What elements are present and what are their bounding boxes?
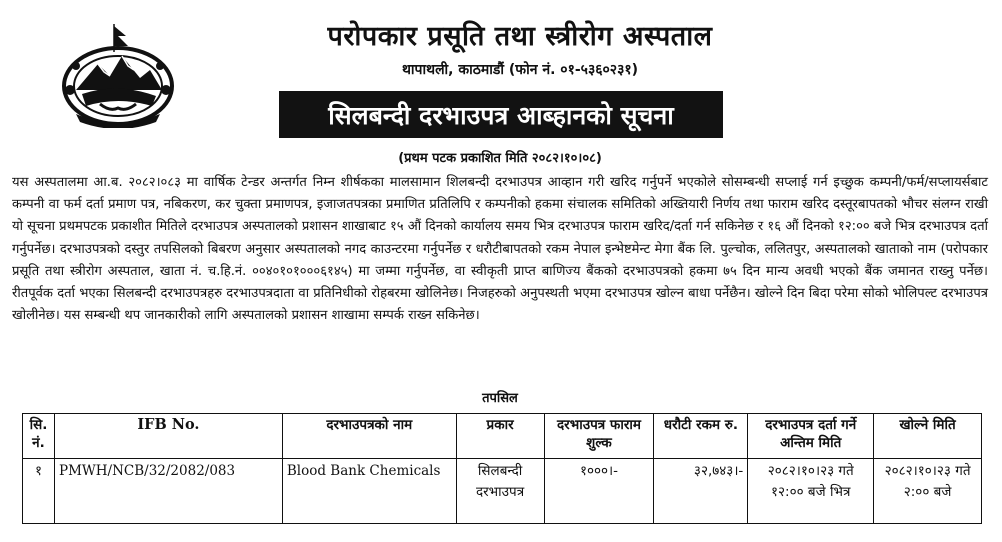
cell-type: सिलबन्दी दरभाउपत्र <box>456 459 544 524</box>
cell-sn: १ <box>23 459 55 524</box>
published-date: (प्रथम पटक प्रकाशित मिति २०८२।१०।०८) <box>398 151 602 166</box>
cell-name: Blood Bank Chemicals <box>282 459 456 524</box>
header-name: दरभाउपत्रको नाम <box>282 414 456 459</box>
cell-opening: २०८२।१०।२३ गते २:०० बजे <box>874 459 982 524</box>
header-fee: दरभाउपत्र फाराम शुल्क <box>544 414 654 459</box>
notice-banner: सिलबन्दी दरभाउपत्र आब्हानको सूचना <box>279 91 723 138</box>
header-opening: खोल्ने मिति <box>874 414 982 459</box>
header-sn: सि. नं. <box>23 414 55 459</box>
hospital-name: परोपकार प्रसूति तथा स्त्रीरोग अस्पताल <box>327 21 713 52</box>
cell-fee: १०००।- <box>544 459 654 524</box>
header-deposit: धरौटी रकम रु. <box>654 414 748 459</box>
header-deadline: दरभाउपत्र दर्ता गर्ने अन्तिम मिति <box>748 414 874 459</box>
schedule-title: तपसिल <box>482 391 518 406</box>
hospital-address: थापाथली, काठमाडौं (फोन नं. ०१-५३६०२३१) <box>401 62 639 78</box>
header-type: प्रकार <box>456 414 544 459</box>
nepal-emblem-icon <box>58 20 178 128</box>
header-ifb: IFB No. <box>54 414 282 459</box>
notice-body: यस अस्पतालमा आ.ब. २०८२।०८३ मा वार्षिक टेन्डर अन्तर्गत निम्न शीर्षकका मालसामान शिलबन्दी दरभाउपत्र आव्हान गरी खरिद गर्नुपर्ने भएकोले सोसम्बन्धी सप्लाई गर्न इच्छुक कम्पनी/फर्म/सप्लायर्सबाट कम्पनी वा फर्म दर्ता प्रमाण पत्र, नबिकरण, कर चुक्ता प्रमाणपत्र, इजाजतपत्रका प्रमाणित प्रतिलिपि र कम्पनीको हकमा संचालक समितिको अख्तियारी निर्णय तथा फाराम खरिद दस्तूरबापतको भौचर संलग्न राखी यो सूचना प्रथमपटक प्रकाशीत मितिले दरभाउपत्र अस्पतालको प्रशासन शाखाबाट १५ औं दिनको कार्यालय समय भित्र दरभाउपत्र फाराम खरिद/दर्ता गर्न सकिनेछ र १६ औं दिनको १२:०० बजे भित्र दरभाउपत्र दर्ता गर्नुपर्नेछ। दरभाउपत्रको दस्तुर तपसिलको बिबरण अनुसार अस्पतालको नगद काउन्टरमा गर्नुपर्नेछ र धरौटीबापतको रकम नेपाल इन्भेष्टमेन्ट मेगा बैंक लि. पुल्चोक, ललितपुर, अस्पतालको खाताको नाम (परोपकार प्रसूति तथा स्त्रीरोग अस्पताल, खाता नं. च.हि.नं. ००४०१०१०००६१४५) मा जम्मा गर्नुपर्नेछ, वा स्वीकृती प्राप्त बाणिज्य बैंकको दरभाउपत्रको हकमा ७५ दिन मान्य अवधी भएको बैंक जमानत राख्नु पर्नेछ। रीतपूर्वक दर्ता भएका सिलबन्दी दरभाउपत्रहरु दरभाउपत्रदाता वा प्रतिनिधीको रोहबरमा खोलिनेछ। निजहरुको अनुपस्थती भएमा दरभाउपत्र खोल्न बाधा पर्नेछैन। खोल्ने दिन बिदा परेमा सोको भोलिपल्ट दरभाउपत्र खोलीनेछ। यस सम्बन्धी थप जानकारीको लागि अस्पतालको प्रशासन शाखामा सम्पर्क राख्न सकिनेछ। <box>12 175 988 324</box>
schedule-table <box>22 413 982 524</box>
cell-deadline: २०८२।१०।२३ गते १२:०० बजे भित्र <box>748 459 874 524</box>
table-row <box>23 459 982 524</box>
schedule-header-row <box>23 414 982 459</box>
cell-ifb: PMWH/NCB/32/2082/083 <box>54 459 282 524</box>
cell-deposit: ३२,७४३।- <box>654 459 748 524</box>
